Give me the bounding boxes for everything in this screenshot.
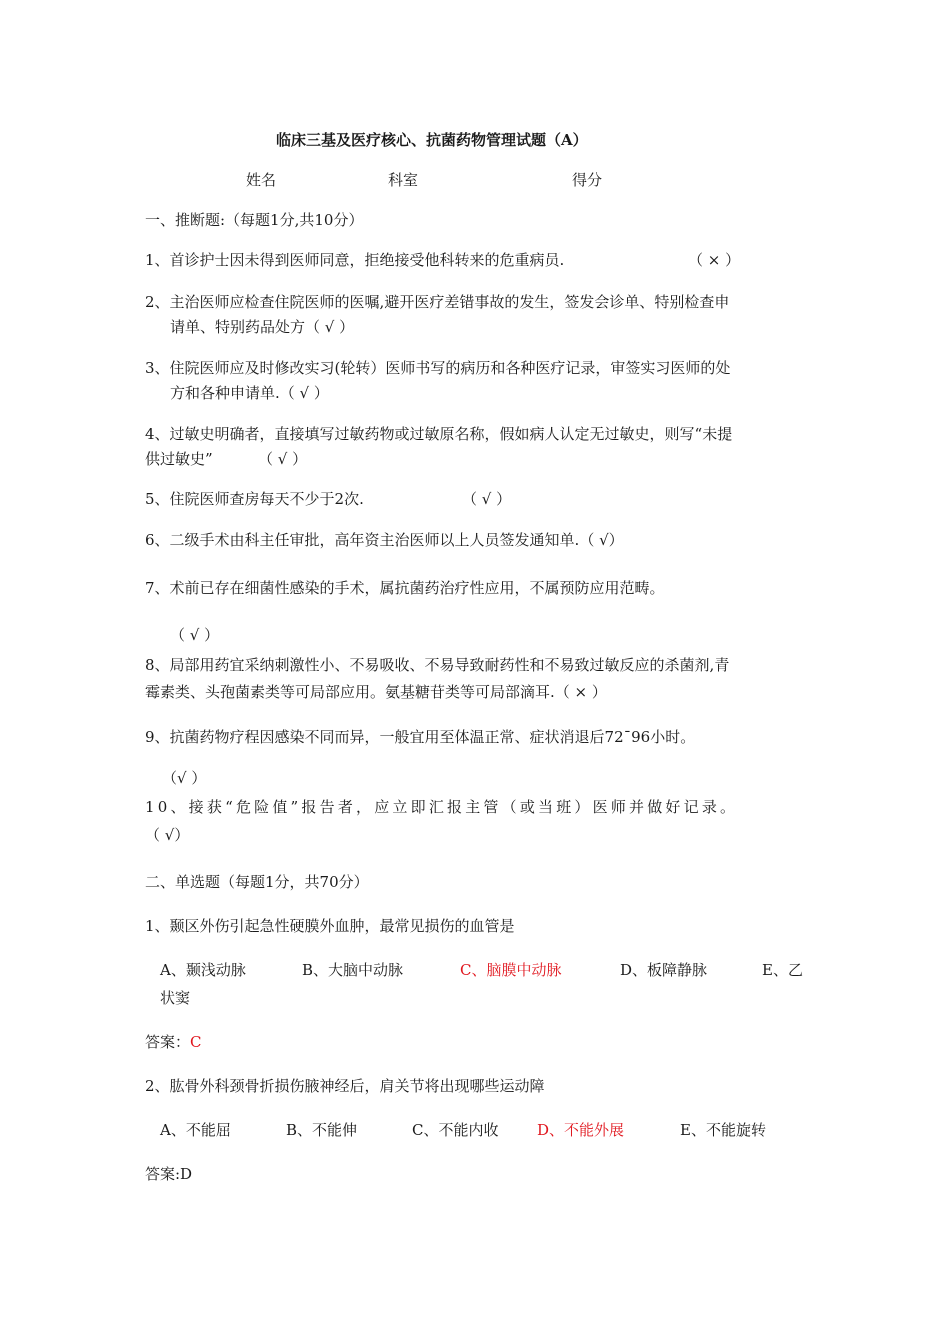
s1-q2-line2: 请单、特别药品处方（ √ ） (170, 318, 355, 336)
s1-q3-line1: 3、住院医师应及时修改实习(轮转）医师书写的病历和各种医疗记录，审签实习医师的处 (145, 359, 731, 377)
s1-q3-line2: 方和各种申请单.（ √ ） (170, 384, 329, 402)
s1-q9-text: 9、抗菌药物疗程因感染不同而异，一般宜用至体温正常、症状消退后72¯96小时。 (145, 728, 696, 746)
s2-q1-option-a: A、颞浅动脉 (160, 961, 246, 979)
s2-q1-text: 1、颞区外伤引起急性硬膜外血肿，最常见损伤的血管是 (145, 917, 515, 935)
s2-q2-option-c: C、不能内收 (412, 1121, 499, 1139)
s1-q1-text: 1、首诊护士因未得到医师同意，拒绝接受他科转来的危重病员. (145, 251, 565, 269)
s2-q1-answer-label: 答案： (145, 1033, 191, 1051)
s1-q4-mark: （ √ ） (258, 450, 308, 468)
s1-q8-line2: 霉素类、头孢菌素类等可局部应用。氨基糖苷类等可局部滴耳.（ × ） (145, 683, 607, 701)
name-field-label: 姓名 (246, 171, 277, 189)
s2-q2-answer: 答案:D (145, 1165, 193, 1183)
s2-q2-option-d-correct: D、不能外展 (537, 1121, 625, 1139)
dept-field-label: 科室 (388, 171, 419, 189)
s2-q1-option-d: D、板障静脉 (620, 961, 708, 979)
s2-q1-option-b: B、大脑中动脉 (302, 961, 404, 979)
s2-q1-option-e-cont: 状窦 (160, 989, 191, 1007)
s2-q1-option-e: E、乙 (762, 961, 803, 979)
s2-q1-option-c-correct: C、脑膜中动脉 (460, 961, 562, 979)
s1-q10-line1: 10、接获“危险值”报告者，应立即汇报主管（或当班）医师并做好记录。 (145, 798, 739, 816)
section2-heading: 二、单选题（每题1分，共70分） (145, 873, 369, 891)
s1-q6-text: 6、二级手术由科主任审批，高年资主治医师以上人员签发通知单.（ √） (145, 531, 624, 549)
s2-q2-text: 2、肱骨外科颈骨折损伤腋神经后，肩关节将出现哪些运动障 (145, 1077, 545, 1095)
s1-q1-mark: （ × ） (688, 251, 741, 269)
s1-q7-mark: （ √ ） (170, 626, 220, 644)
score-field-label: 得分 (572, 171, 603, 189)
section1-heading: 一、推断题:（每题1分,共10分） (145, 211, 364, 229)
s2-q1-answer-value: C (190, 1033, 202, 1051)
s2-q2-option-e: E、不能旋转 (680, 1121, 766, 1139)
s1-q10-line2: （ √） (145, 826, 190, 844)
s1-q2-line1: 2、主治医师应检查住院医师的医嘱,避开医疗差错事故的发生，签发会诊单、特别检查申 (145, 293, 730, 311)
s1-q5-text: 5、住院医师查房每天不少于2次. (145, 490, 364, 508)
s1-q7-text: 7、术前已存在细菌性感染的手术，属抗菌药治疗性应用，不属预防应用范畴。 (145, 579, 665, 597)
s1-q4-line2: 供过敏史” (145, 450, 213, 468)
s2-q2-option-a: A、不能屈 (160, 1121, 231, 1139)
s1-q4-line1: 4、过敏史明确者，直接填写过敏药物或过敏原名称，假如病人认定无过敏史，则写“未提 (145, 425, 733, 443)
s1-q8-line1: 8、局部用药宜采纳刺激性小、不易吸收、不易导致耐药性和不易致过敏反应的杀菌剂,青 (145, 656, 730, 674)
s2-q2-option-b: B、不能伸 (286, 1121, 358, 1139)
page-title: 临床三基及医疗核心、抗菌药物管理试题（A） (276, 131, 588, 149)
s1-q9-mark: （√ ） (162, 769, 207, 787)
s2-q1-answer (145, 1032, 202, 1052)
s1-q5-mark: （ √ ） (462, 490, 512, 508)
